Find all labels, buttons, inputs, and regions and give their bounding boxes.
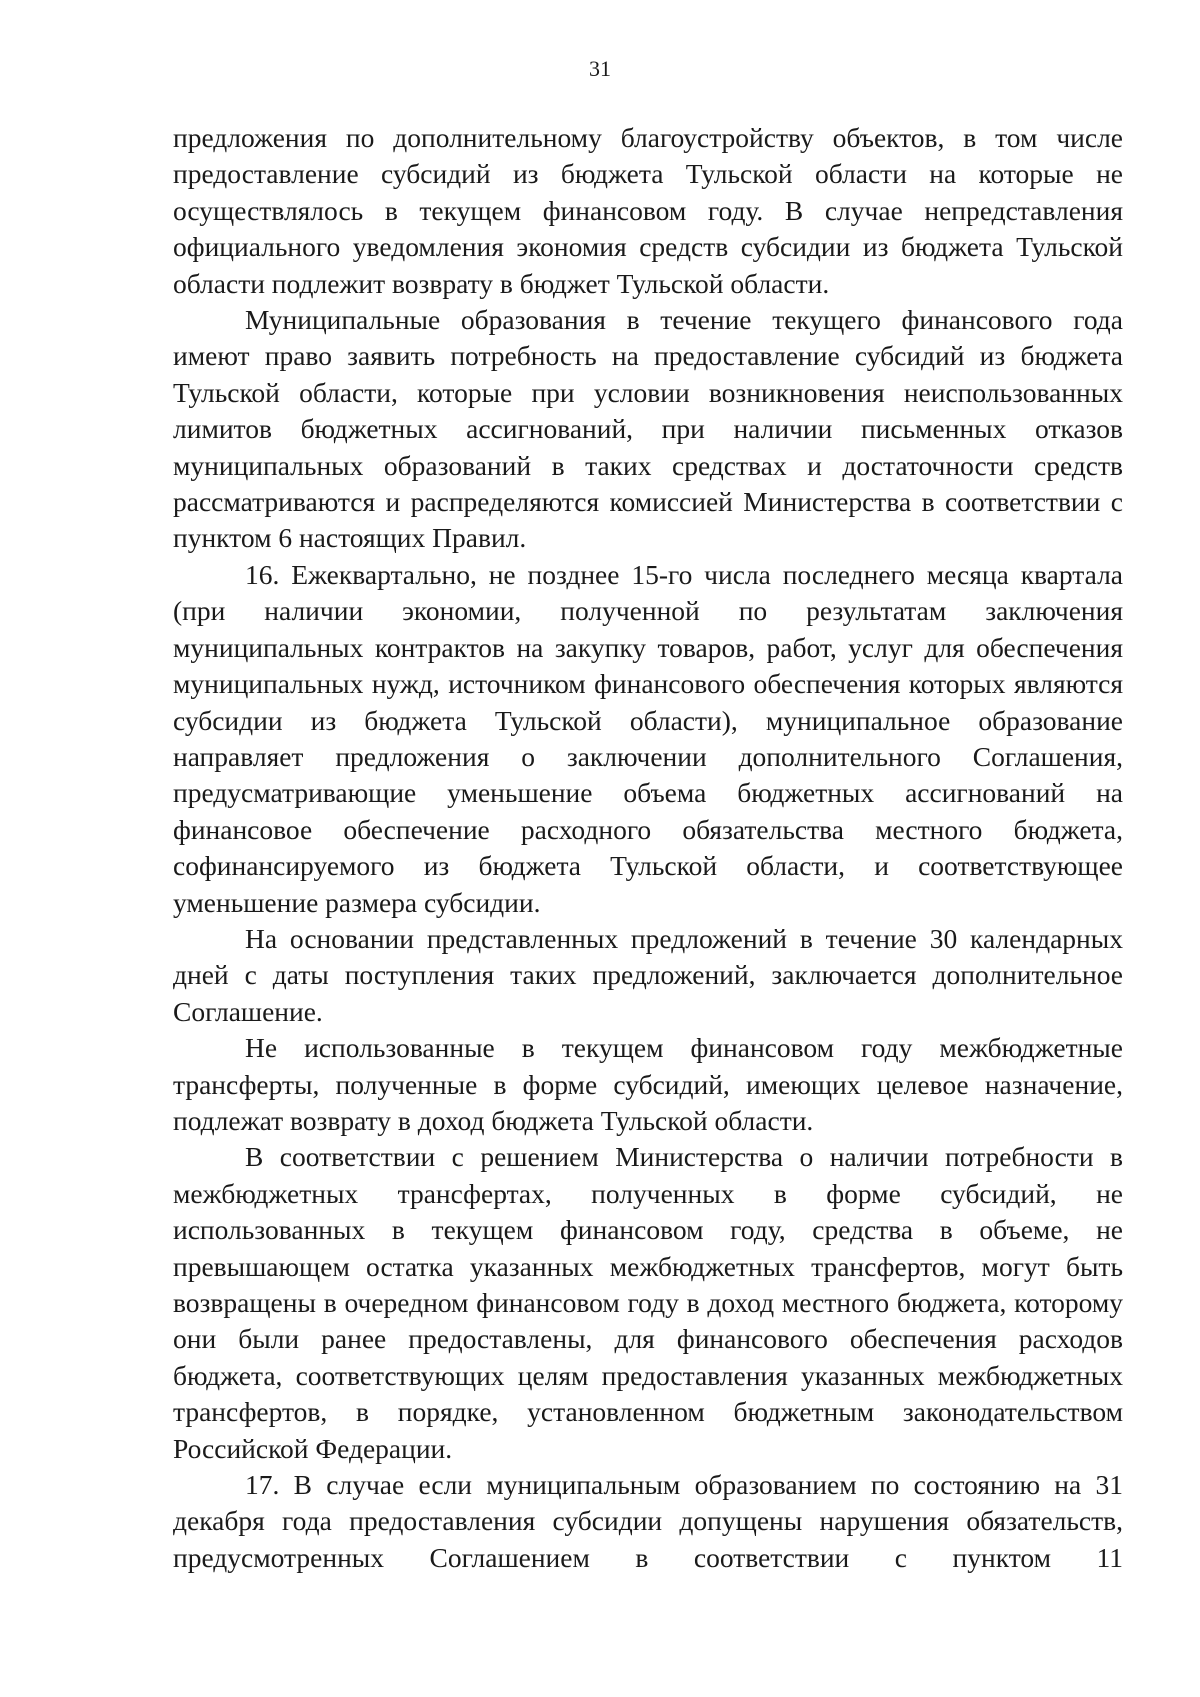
paragraph-clause-16: 16. Ежеквартально, не позднее 15-го числа последнего месяца квартала (при наличии экономии, полученной по результатам заключения муниципальных контрактов на закупку товаров, работ, услуг для обеспечения муниципальных нужд, источником финансового обеспечения которых являются субсидии из бюджета Тульской области), муниципальное образование направляет предложения о заключении дополнительного Соглашения, предусматривающие уменьшение объема бюджетных ассигнований на финансовое обеспечение расходного обязательства местного бюджета, софинансируемого из бюджета Тульской области, и соответствующее уменьшение размера субсидии. xyxy=(173,558,1123,918)
paragraph-continuation: предложения по дополнительному благоустройству объектов, в том числе предоставление субсидий из бюджета Тульской области на которые не осуществлялось в текущем финансовом году. В случае непредставления официального уведомления экономия средств субсидии из бюджета Тульской области подлежит возврату в бюджет Тульской области. xyxy=(173,122,1123,299)
paragraph-right-to-claim: Муниципальные образования в течение текущего финансового года имеют право заявить потребность на предоставление субсидий из бюджета Тульской области, которые при условии возникновения неиспользованных лимитов бюджетных ассигнований, при наличии письменных отказов муниципальных образований в таких средствах и достаточности средств рассматриваются и распределяются комиссией Министерства в соответствии с пунктом 6 настоящих Правил. xyxy=(173,304,1123,554)
paragraph-additional-agreement: На основании представленных предложений в течение 30 календарных дней с даты поступления таких предложений, заключается дополнительное Соглашение. xyxy=(173,922,1123,1027)
paragraph-ministry-decision: В соответствии с решением Министерства о наличии потребности в межбюджетных трансфертах, полученных в форме субсидий, не использованных в текущем финансовом году, средства в объеме, не превышающем остатка указанных межбюджетных трансфертов, могут быть возвращены в очередном финансовом году в доход местного бюджета, которому они были ранее предоставлены, для финансового обеспечения расходов бюджета, соответствующих целям предоставления указанных межбюджетных трансфертов, в порядке, установленном бюджетным законодательством Российской Федерации. xyxy=(173,1141,1123,1464)
paragraph-clause-17: 17. В случае если муниципальным образованием по состоянию на 31 декабря года предоставления субсидии допущены нарушения обязательств, предусмотренных Соглашением в соответствии с пунктом 11 xyxy=(173,1469,1123,1573)
document-body xyxy=(173,120,1123,1576)
paragraph-unused-transfers: Не использованные в текущем финансовом году межбюджетные трансферты, полученные в форме субсидий, имеющих целевое назначение, подлежат возврату в доход бюджета Тульской области. xyxy=(173,1032,1123,1136)
page-number: 31 xyxy=(589,56,611,81)
